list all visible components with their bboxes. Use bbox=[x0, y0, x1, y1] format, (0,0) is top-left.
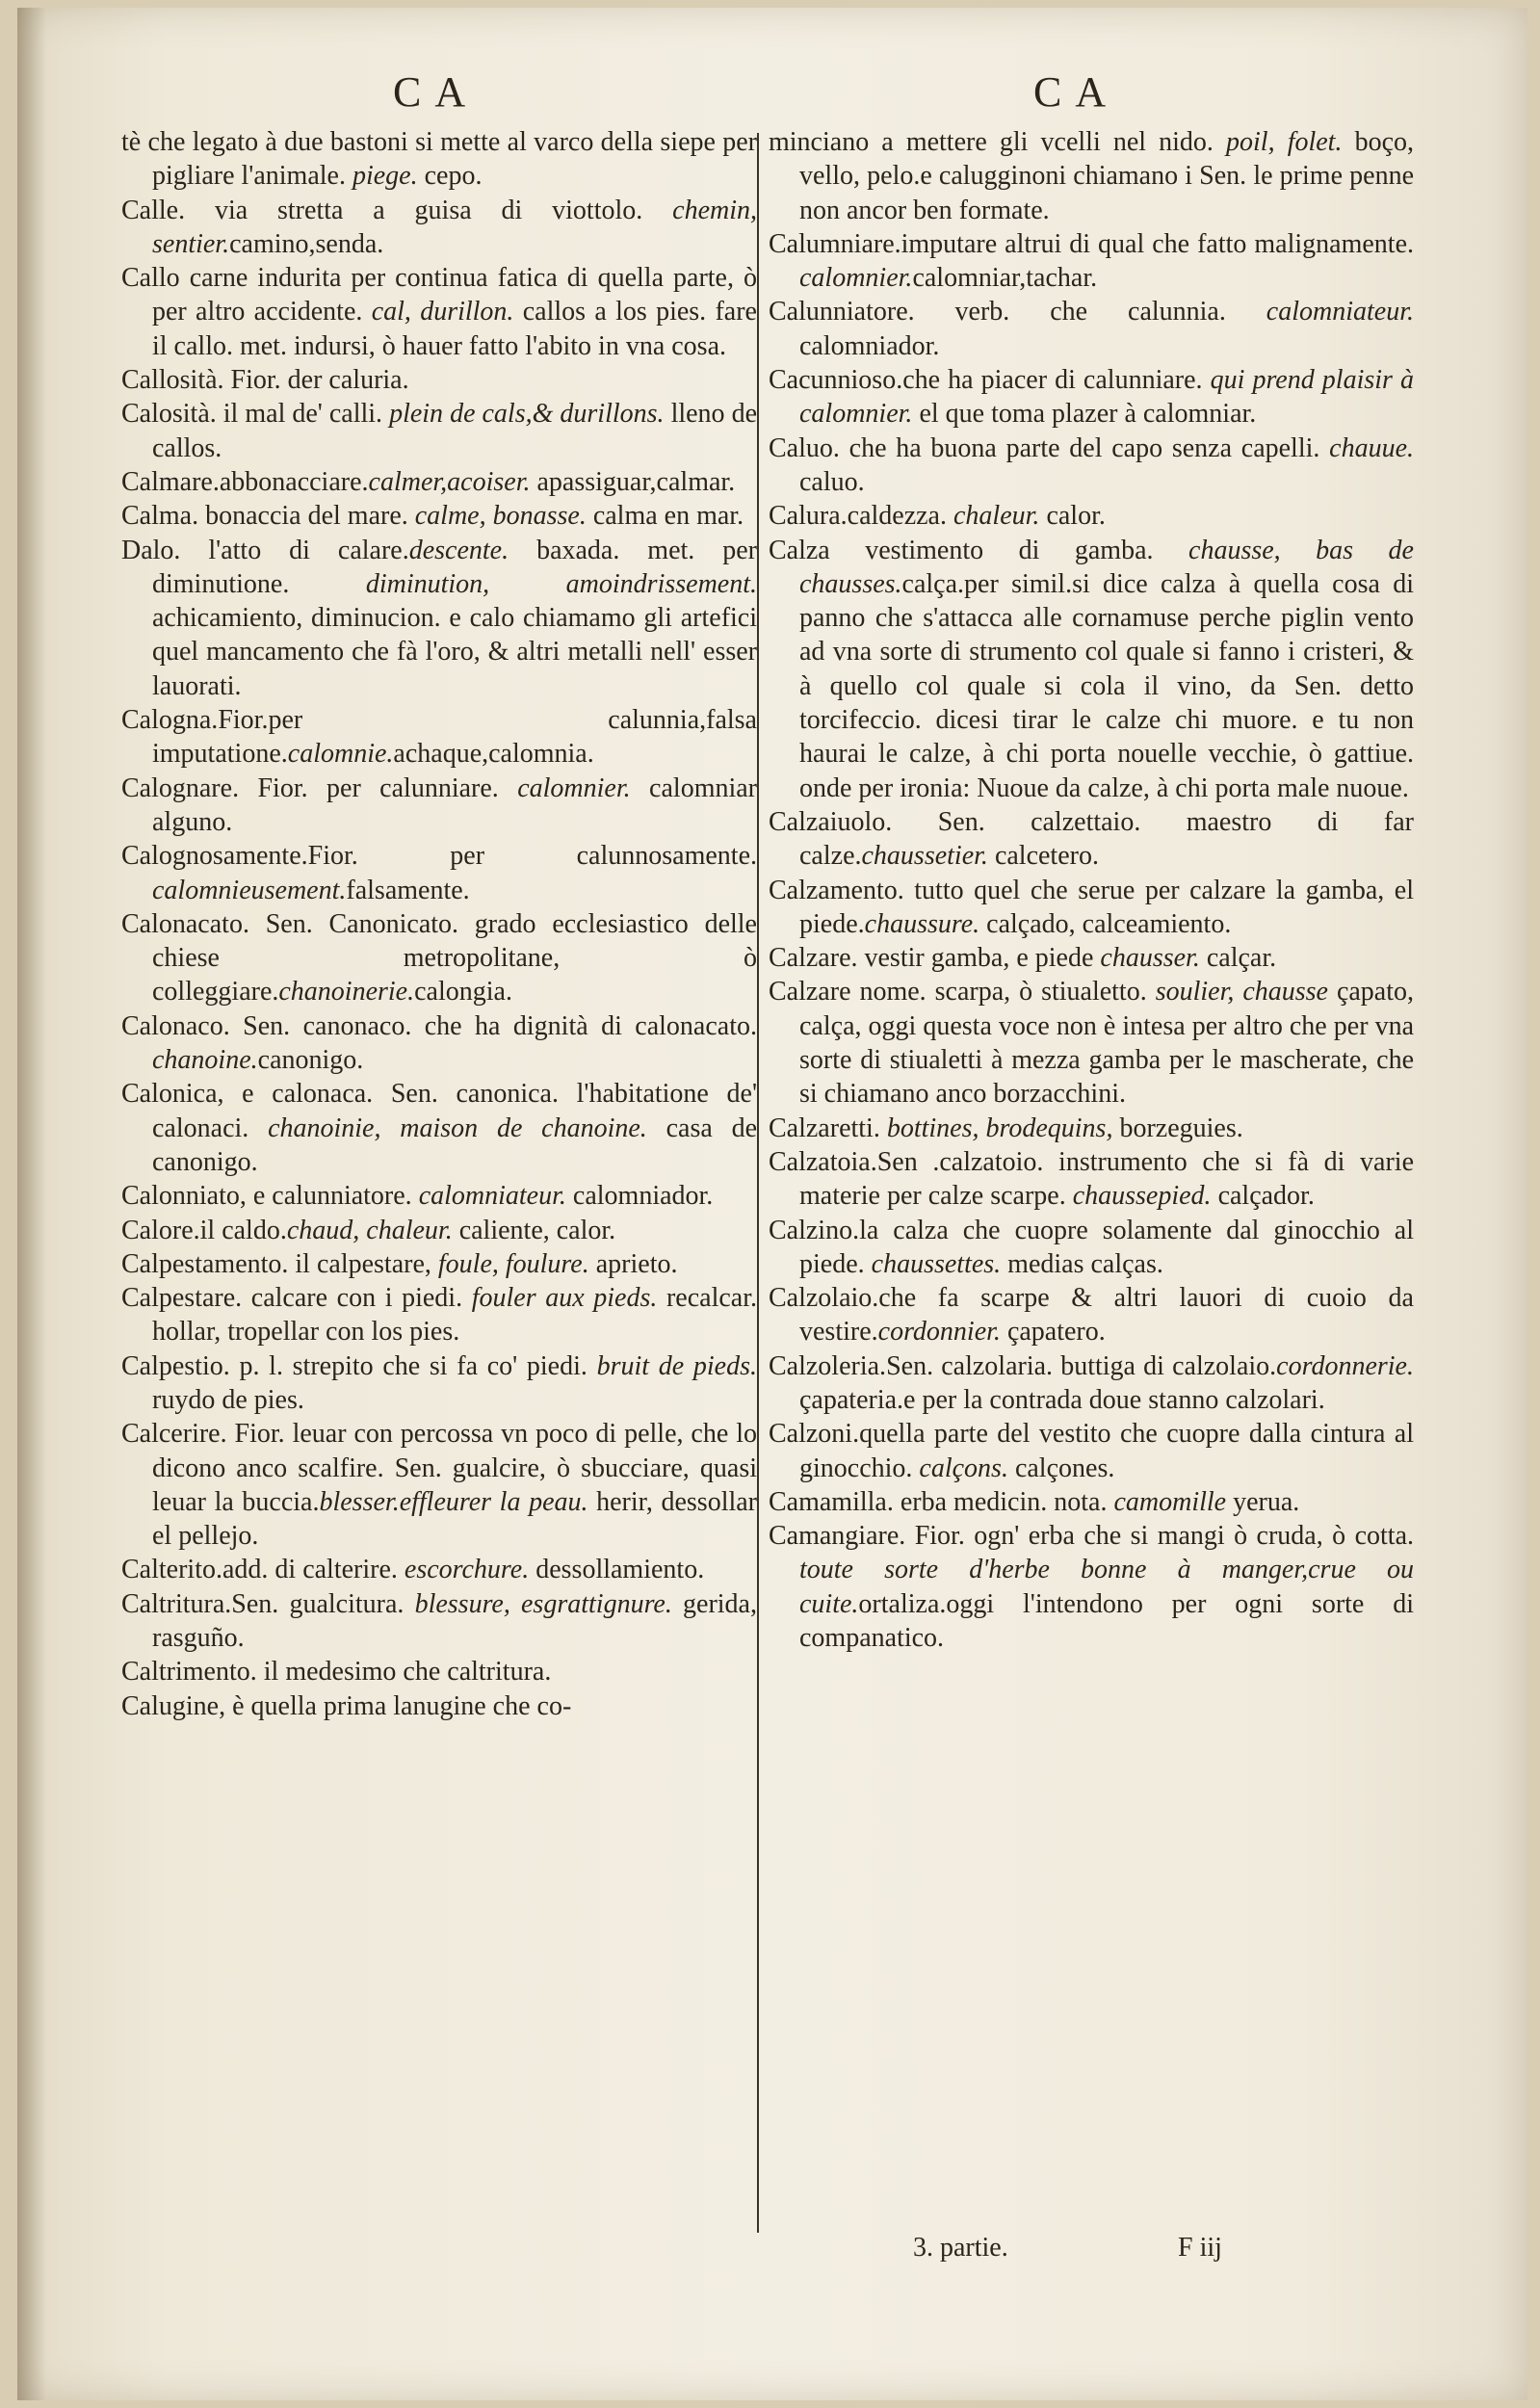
headword: Camamilla. bbox=[769, 1486, 894, 1517]
gloss-text: tè che legato à due bastoni si mette al varco della siepe per pigliare l'animale. bbox=[121, 127, 757, 192]
dictionary-entry bbox=[769, 1145, 1414, 1214]
gloss-text: calma en mar. bbox=[586, 501, 744, 532]
gloss-text: l'atto di calare. bbox=[180, 535, 409, 565]
gloss-text: calçar. bbox=[1199, 943, 1277, 974]
dictionary-entry bbox=[769, 1349, 1414, 1418]
gloss-text: bonaccia del mare. bbox=[198, 501, 415, 532]
gloss-text: canonigo. bbox=[257, 1045, 364, 1076]
headword: Calpestare. bbox=[121, 1283, 243, 1314]
gutter-shadow bbox=[17, 8, 46, 2400]
gloss-text: Sen. Canonicato. grado ecclesiastico delle chiese metropolitane, ò colleggiare. bbox=[152, 908, 757, 1008]
headword: Calterito. bbox=[121, 1555, 222, 1585]
headword: Calzatoia. bbox=[769, 1146, 877, 1177]
headword: Calzino. bbox=[769, 1215, 860, 1245]
dictionary-entry bbox=[769, 227, 1414, 296]
gloss-text: el que toma plazer à calomniar. bbox=[912, 399, 1257, 430]
french-gloss: chanoinerie. bbox=[278, 977, 415, 1008]
french-gloss: calomniateur. bbox=[1266, 297, 1414, 327]
french-gloss: escorchure. bbox=[404, 1555, 530, 1585]
gloss-text: che ha buona parte del capo senza capelli. bbox=[839, 432, 1330, 463]
headword: Dalo. bbox=[121, 535, 181, 565]
french-gloss: fouler aux pieds. bbox=[471, 1283, 658, 1314]
gloss-text: achicamiento, diminucion. e calo chiamamo gli artefici quel mancamento che fà l'oro, & altri metalli nell' esser lauorati. bbox=[152, 603, 757, 701]
gloss-text: lleno de callos. bbox=[152, 399, 757, 463]
headword: Calonica, bbox=[121, 1079, 224, 1110]
french-gloss: calomnier. bbox=[799, 263, 913, 294]
dictionary-entry bbox=[121, 261, 757, 363]
gloss-text: baxada. met. per diminutione. bbox=[152, 535, 757, 599]
headword: Caltritura. bbox=[121, 1588, 232, 1619]
gloss-text: falsamente. bbox=[346, 875, 470, 905]
headword: Calonacato. bbox=[121, 908, 249, 939]
gloss-text: boço, vello, pelo.e calugginoni chiamano i Sen. le prime penne non ancor ben formate. bbox=[799, 127, 1414, 225]
gloss-text: Fior. per calunnosamente. bbox=[307, 841, 757, 872]
french-gloss: calomnier. bbox=[517, 772, 631, 803]
gloss-text: vestir gamba, e piede bbox=[857, 943, 1101, 974]
gloss-text: calça.per simil.si dice calza à quella cosa di panno che s'attacca alle cornamuse perche piglin vento ad vna sorte di strumento col quale si fanno i cristeri, & à quello col quale si cola il vino, da Sen. detto torcifeccio. dicesi tirar le calze chi muore. e tu non haurai le calze, à chi porta nouelle vecchie, ò gattiue. onde per ironia: Nuoue da calze, à chi porta male nuoue. bbox=[799, 568, 1414, 803]
right-column bbox=[769, 125, 1414, 1655]
gloss-text: calomniar alguno. bbox=[152, 772, 757, 837]
gloss-text: recalcar. hollar, tropellar con los pies. bbox=[152, 1283, 757, 1348]
gloss-text: calçador. bbox=[1211, 1181, 1315, 1212]
french-gloss: chemin, sentier. bbox=[152, 195, 757, 259]
dictionary-entry bbox=[121, 499, 757, 533]
dictionary-entry bbox=[121, 1349, 757, 1418]
gloss-text: Sen .calzatoio. instrumento che si fà di varie materie per calze scarpe. bbox=[799, 1146, 1414, 1212]
gloss-text: calçones. bbox=[1007, 1453, 1115, 1483]
dictionary-entry bbox=[769, 805, 1414, 874]
gloss-text: yerua. bbox=[1226, 1486, 1300, 1517]
gloss-text: il mal de' calli. bbox=[216, 399, 390, 430]
headword: Caluo. bbox=[769, 432, 840, 463]
gloss-text: calcare con i piedi. bbox=[242, 1283, 472, 1314]
dictionary-entry bbox=[769, 1112, 1414, 1145]
left-column bbox=[121, 125, 757, 1723]
headword: Calle. bbox=[121, 195, 186, 225]
dictionary-entry bbox=[121, 1247, 757, 1281]
dictionary-entry bbox=[121, 1587, 757, 1656]
dictionary-entry bbox=[769, 975, 1414, 1111]
dictionary-entry bbox=[121, 1417, 757, 1553]
gloss-text: aprieto. bbox=[588, 1248, 678, 1279]
gloss-text: minciano a mettere gli vcelli nel nido. bbox=[769, 127, 1227, 157]
headword: Cacunnioso. bbox=[769, 365, 903, 396]
headword: Calogna. bbox=[121, 705, 219, 736]
gloss-text: Fior. der caluria. bbox=[223, 365, 409, 396]
signature-line: 3. partie. bbox=[913, 2233, 1008, 2263]
headword: Calognosamente. bbox=[121, 841, 308, 872]
dictionary-entry bbox=[121, 1281, 757, 1349]
dictionary-entry bbox=[121, 839, 757, 907]
dictionary-entry bbox=[769, 1281, 1414, 1349]
headword: Calzare. bbox=[769, 943, 858, 974]
headword: Calcerire. bbox=[121, 1419, 227, 1450]
gloss-text: achaque,calomnia. bbox=[393, 739, 594, 770]
french-gloss: chausser. bbox=[1100, 943, 1200, 974]
french-gloss: cal, durillon. bbox=[371, 297, 514, 327]
dictionary-entry bbox=[769, 499, 1414, 533]
gloss-text: calongia. bbox=[414, 977, 512, 1008]
dictionary-entry bbox=[769, 941, 1414, 975]
gloss-text: imputare altrui di qual che fatto malignamente. bbox=[901, 228, 1414, 259]
gloss-text: camino,senda. bbox=[229, 228, 384, 259]
french-gloss: chanoinie, maison de chanoine. bbox=[268, 1112, 647, 1143]
column-divider bbox=[757, 133, 759, 2233]
dictionary-entry bbox=[769, 874, 1414, 942]
gloss-text: calor. bbox=[1039, 501, 1106, 532]
french-gloss: blesser.effleurer la peau. bbox=[319, 1486, 588, 1517]
dictionary-entry bbox=[121, 907, 757, 1009]
gloss-text: casa de canonigo. bbox=[152, 1112, 757, 1177]
gloss-text: Sen. calzettaio. maestro di far calze. bbox=[799, 806, 1414, 872]
gloss-text: medias calças. bbox=[1001, 1248, 1163, 1279]
french-gloss: blessure, esgrattignure. bbox=[414, 1588, 672, 1619]
gloss-text: Sen. gualcitura. bbox=[231, 1588, 415, 1619]
french-gloss: calme, bonasse. bbox=[414, 501, 587, 532]
gloss-text: herir, dessollar el pellejo. bbox=[152, 1486, 758, 1552]
french-gloss: chaussetier. bbox=[861, 841, 988, 872]
gloss-text: çapato, calça, oggi questa voce non è intesa per altro che per vna sorte di stiualetti à mezza gamba per le mascherate, che si chiamano anco borzacchini. bbox=[799, 977, 1415, 1110]
gloss-text: callos a los pies. fare il callo. met. indursi, ò hauer fatto l'abito in vna cosa. bbox=[152, 297, 757, 361]
headword: Calunniatore. bbox=[769, 297, 915, 327]
gloss-text: e calunniatore. bbox=[246, 1181, 419, 1212]
french-gloss: diminution, amoindrissement. bbox=[365, 568, 757, 599]
gloss-text: vestimento di gamba. bbox=[829, 535, 1189, 565]
gloss-text bbox=[880, 1113, 887, 1143]
gloss-text: calomniar,tachar. bbox=[912, 263, 1098, 294]
gloss-text: carne indurita per continua fatica di quella parte, ò per altro accidente. bbox=[152, 263, 757, 327]
headword: Calonniato, bbox=[121, 1181, 247, 1212]
french-gloss: chausse, bas de chausses. bbox=[799, 535, 1414, 599]
dictionary-entry bbox=[769, 432, 1414, 500]
dictionary-entry bbox=[769, 1485, 1414, 1519]
gloss-text: la calza che cuopre solamente dal ginocchio al piede. bbox=[799, 1215, 1414, 1279]
french-gloss: piege. bbox=[352, 161, 418, 192]
french-gloss: foule, foulure. bbox=[437, 1248, 589, 1279]
french-gloss: plein de cals,& durillons. bbox=[389, 399, 665, 430]
headword: Calzaiuolo. bbox=[769, 806, 893, 837]
french-gloss: chaussettes. bbox=[871, 1248, 1002, 1279]
dictionary-entry bbox=[121, 534, 757, 703]
gloss-text: che fa scarpe & altri lauori di cuoio da vestire. bbox=[799, 1283, 1414, 1348]
headword: Calugine, bbox=[121, 1690, 226, 1721]
signature-mark: F iij bbox=[1178, 2233, 1222, 2263]
french-gloss: bruit de pieds. bbox=[596, 1350, 757, 1381]
dictionary-entry bbox=[769, 1519, 1414, 1655]
headword: Calzare bbox=[769, 977, 851, 1008]
headword: Callosità. bbox=[121, 365, 224, 396]
gloss-text: p. l. strepito che si fa co' piedi. bbox=[229, 1350, 597, 1381]
gloss-text: il caldo. bbox=[199, 1215, 287, 1245]
french-gloss: calomnie. bbox=[287, 739, 394, 770]
french-gloss: poil, folet. bbox=[1226, 127, 1343, 157]
dictionary-entry bbox=[121, 1077, 757, 1179]
headword: Calpestamento. bbox=[121, 1248, 289, 1279]
gloss-text: tutto quel che serue per calzare la gamba, el piede. bbox=[799, 875, 1414, 939]
dictionary-entry bbox=[121, 1655, 757, 1688]
french-gloss: cordonnerie. bbox=[1276, 1350, 1414, 1381]
dictionary-entry bbox=[769, 363, 1414, 432]
dictionary-entry bbox=[121, 465, 757, 499]
book-page bbox=[17, 8, 1527, 2400]
gloss-text: è quella prima lanugine che co- bbox=[225, 1690, 572, 1721]
gloss-text: caliente, calor. bbox=[452, 1215, 616, 1245]
gloss-text: quella parte del vestito che cuopre dalla cintura al ginocchio. bbox=[799, 1419, 1414, 1483]
french-gloss: chaleur. bbox=[953, 501, 1040, 532]
french-gloss: chanoine. bbox=[152, 1045, 258, 1076]
gloss-text: ortaliza.oggi l'intendono per ogni sorte di companatico. bbox=[799, 1588, 1414, 1654]
running-head-left: CA bbox=[393, 68, 480, 116]
gloss-text: add. di calterire. bbox=[222, 1555, 405, 1585]
gloss-text: çapatero. bbox=[1000, 1317, 1106, 1348]
gloss-text: verb. che calunnia. bbox=[914, 297, 1266, 327]
headword: Calpestio. bbox=[121, 1350, 230, 1381]
gloss-text: il calpestare, bbox=[288, 1248, 438, 1279]
french-gloss: soulier, chausse bbox=[1155, 977, 1328, 1008]
headword: Calonaco. bbox=[121, 1010, 230, 1041]
dictionary-entry bbox=[769, 1417, 1414, 1485]
french-gloss: toute sorte d'herbe bonne à manger,crue ou cuite. bbox=[799, 1555, 1414, 1619]
french-gloss: calmer,acoiser. bbox=[368, 466, 531, 497]
gloss-text: nome. scarpa, ò stiualetto. bbox=[850, 977, 1156, 1008]
gloss-text: gerida, rasguño. bbox=[152, 1588, 757, 1654]
dictionary-entry bbox=[769, 1214, 1414, 1282]
gloss-text: il medesimo che caltritura. bbox=[256, 1657, 552, 1688]
dictionary-entry bbox=[769, 125, 1414, 227]
headword: Calzolaio. bbox=[769, 1283, 879, 1314]
headword: Calosità. bbox=[121, 399, 217, 430]
french-gloss: calomnieusement. bbox=[152, 875, 347, 905]
gloss-text: dessollamiento. bbox=[529, 1555, 705, 1585]
headword: Calumniare. bbox=[769, 228, 901, 259]
gloss-text: calcetero. bbox=[987, 841, 1099, 872]
french-gloss: bottines, brodequins, bbox=[886, 1112, 1113, 1143]
dictionary-entry bbox=[121, 125, 757, 194]
gloss-text: calçado, calceamiento. bbox=[979, 908, 1232, 939]
gloss-text: çapateria.e per la contrada doue stanno calzolari. bbox=[799, 1384, 1325, 1415]
headword: Callo bbox=[121, 263, 180, 294]
headword: Camangiare. bbox=[769, 1521, 906, 1552]
headword: Calzoleria. bbox=[769, 1350, 887, 1381]
headword: Calore. bbox=[121, 1215, 200, 1245]
headword: Calzaretti. bbox=[769, 1112, 880, 1143]
headword: Calza bbox=[769, 535, 830, 565]
french-gloss: chaussepied. bbox=[1072, 1181, 1212, 1212]
headword: Calmare. bbox=[121, 466, 220, 497]
gloss-text: cepo. bbox=[417, 161, 483, 192]
dictionary-entry bbox=[121, 1214, 757, 1247]
dictionary-entry bbox=[121, 194, 757, 262]
dictionary-entry bbox=[121, 1179, 757, 1213]
gloss-text: Fior.per calunnia,falsa imputatione. bbox=[152, 705, 757, 770]
gloss-text: apassiguar,calmar. bbox=[530, 466, 736, 497]
dictionary-entry bbox=[121, 363, 757, 397]
gloss-text: caluo. bbox=[799, 466, 865, 497]
gloss-text: Fior. per calunniare. bbox=[239, 772, 518, 803]
french-gloss: chaud, chaleur. bbox=[286, 1215, 453, 1245]
gloss-text: calomniador. bbox=[799, 330, 940, 361]
dictionary-entry bbox=[121, 397, 757, 465]
french-gloss: camomille bbox=[1113, 1486, 1227, 1517]
headword: Calma. bbox=[121, 501, 199, 532]
dictionary-entry bbox=[121, 772, 757, 840]
french-gloss: calçons. bbox=[919, 1453, 1008, 1483]
french-gloss: chaussure. bbox=[864, 908, 980, 939]
gloss-text: ruydo de pies. bbox=[152, 1384, 304, 1415]
gloss-text: abbonacciare. bbox=[219, 466, 369, 497]
gloss-text: Fior. ogn' erba che si mangi ò cruda, ò cotta. bbox=[905, 1521, 1414, 1552]
headword: Caltrimento. bbox=[121, 1657, 257, 1688]
french-gloss: cordonnier. bbox=[877, 1317, 1001, 1348]
gloss-text: che ha piacer di calunniare. bbox=[902, 365, 1211, 396]
dictionary-entry bbox=[121, 1553, 757, 1586]
french-gloss: chauue. bbox=[1329, 432, 1414, 463]
gloss-text: Fior. leuar con percossa vn poco di pelle, che lo dicono anco scalfire. Sen. gualcire, ò sbucciare, quasi leuar la buccia. bbox=[152, 1419, 757, 1517]
dictionary-entry bbox=[769, 295, 1414, 363]
gloss-text: Sen. canonaco. che ha dignità di calonacato. bbox=[229, 1010, 757, 1041]
dictionary-entry bbox=[769, 534, 1414, 805]
dictionary-entry bbox=[121, 703, 757, 772]
headword: Calura. bbox=[769, 501, 848, 532]
gloss-text: via stretta a guisa di viottolo. bbox=[185, 195, 673, 225]
headword: Calzoni. bbox=[769, 1419, 860, 1450]
headword: Calzamento. bbox=[769, 875, 904, 905]
dictionary-entry bbox=[121, 1689, 757, 1723]
french-gloss: descente. bbox=[408, 535, 509, 565]
dictionary-entry bbox=[121, 1009, 757, 1078]
gloss-text: calomniador. bbox=[565, 1181, 714, 1212]
gloss-text: erba medicin. nota. bbox=[893, 1486, 1114, 1517]
gloss-text: caldezza. bbox=[847, 501, 953, 532]
headword: Calognare. bbox=[121, 772, 240, 803]
gloss-text: borzeguies. bbox=[1112, 1112, 1243, 1143]
running-head-right: CA bbox=[1033, 68, 1120, 116]
gloss-text: Sen. calzolaria. buttiga di calzolaio. bbox=[886, 1350, 1277, 1381]
french-gloss: calomniateur. bbox=[418, 1181, 566, 1212]
gloss-text: e calonaca. Sen. canonica. l'habitatione de' calonaci. bbox=[152, 1079, 757, 1143]
french-gloss: qui prend plaisir à calomnier. bbox=[799, 365, 1414, 430]
